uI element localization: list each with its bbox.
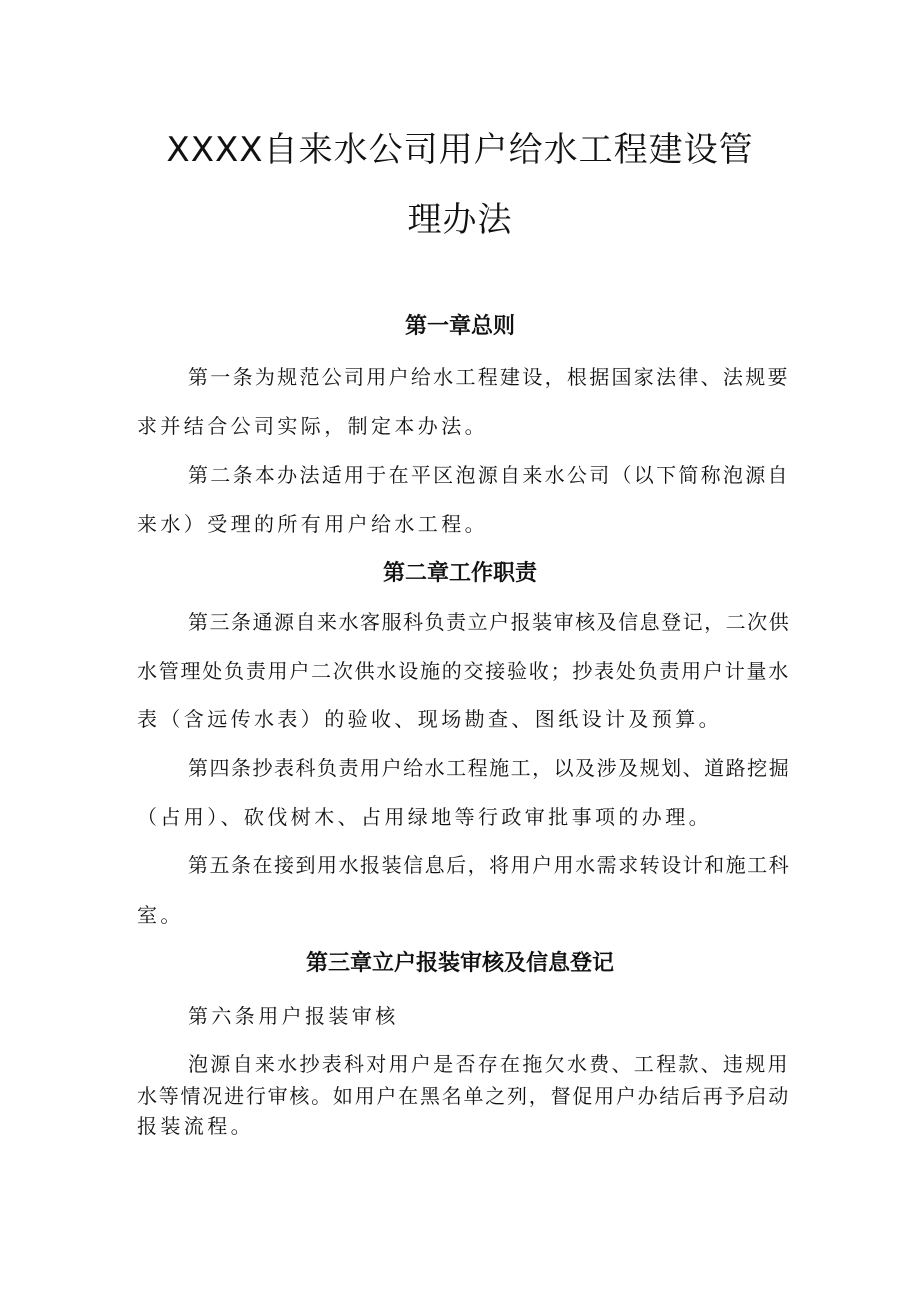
article-2-line-2: 来水）受理的所有用户给水工程。 [137,512,488,536]
chapter-3-heading: 第三章立户报装审核及信息登记 [305,951,614,976]
article-2-line-1: 第二条本办法适用于在平区泡源自来水公司（以下简称泡源自 [188,463,790,487]
article-3-line-1: 第三条通源自来水客服科负责立户报装审核及信息登记，二次供 [188,610,791,634]
article-3-line-2: 水管理处负责用户二次供水设施的交接验收；抄表处负责用户计量水 [137,659,790,683]
article-6-heading: 第六条用户报装审核 [188,1004,399,1028]
article-6-line-2: 水等情况进行审核。如用户在黑名单之列，督促用户办结后再予启动 [137,1084,790,1108]
article-4-line-2: （占用）、砍伐树木、占用绿地等行政审批事项的办理。 [137,805,712,829]
article-6-line-1: 泡源自来水抄表科对用户是否存在拖欠水费、工程款、违规用 [188,1052,790,1076]
article-1-line-1: 第一条为规范公司用户给水工程建设，根据国家法律、法规要 [188,365,790,389]
article-3-line-3: 表（含远传水表）的验收、现场勘查、图纸设计及预算。 [137,707,722,731]
article-5-line-2: 室。 [137,903,184,927]
article-6-line-3: 报装流程。 [137,1114,254,1138]
document-title-line-1: XXXX自来水公司用户给水工程建设管 [166,130,754,170]
chapter-2-heading: 第二章工作职责 [382,561,537,586]
document-title-line-2: 理办法 [407,200,513,240]
article-1-line-2: 求并结合公司实际，制定本办法。 [137,414,488,438]
chapter-1-heading: 第一章总则 [404,314,515,339]
article-5-line-1: 第五条在接到用水报装信息后，将用户用水需求转设计和施工科 [188,853,791,877]
article-4-line-1: 第四条抄表科负责用户给水工程施工，以及涉及规划、道路挖掘 [188,756,791,780]
